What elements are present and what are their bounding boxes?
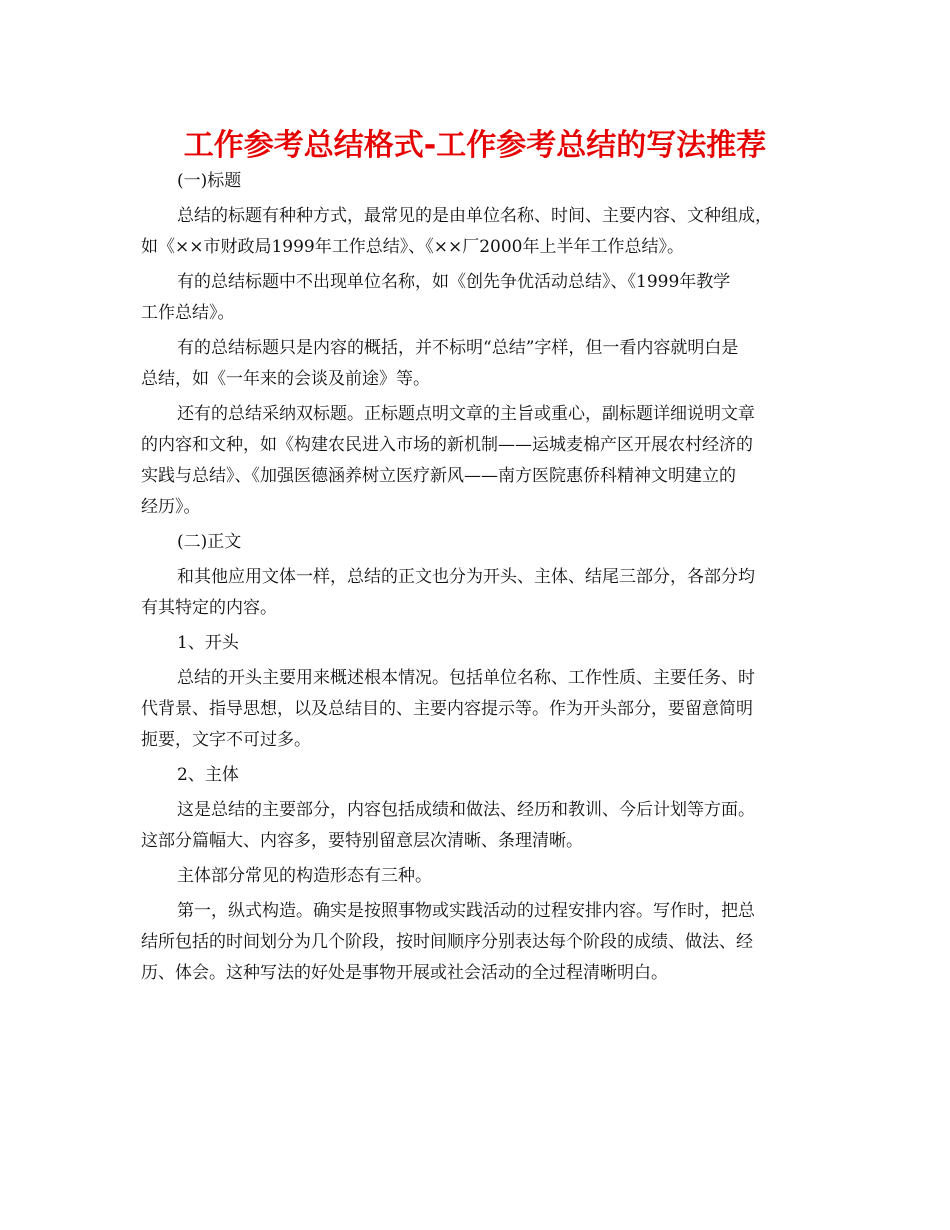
paragraph [141, 399, 813, 523]
paragraph-line: 2、主体 [177, 765, 239, 785]
paragraph [141, 333, 813, 395]
paragraph-line: 的内容和文种，如《构建农民进入市场的新机制——运城麦棉产区开展农村经济的 [141, 435, 753, 455]
paragraph [141, 267, 813, 329]
paragraph [141, 795, 813, 857]
paragraph-line: 这部分篇幅大、内容多，要特别留意层次清晰、条理清晰。 [141, 831, 583, 851]
paragraph-line: 总结的标题有种种方式，最常见的是由单位名称、时间、主要内容、文种组成， [177, 206, 772, 226]
paragraph-line: 工作总结》。 [141, 303, 235, 323]
paragraph-line: 有的总结标题中不出现单位名称，如《创先争优活动总结》、《1999年教学 [177, 272, 731, 292]
paragraph [141, 861, 813, 892]
paragraph-line: 这是总结的主要部分，内容包括成绩和做法、经历和教训、今后计划等方面。 [177, 800, 755, 820]
paragraph [141, 760, 813, 791]
paragraph [141, 166, 813, 197]
paragraph-line: 有其特定的内容。 [141, 598, 277, 618]
paragraph-line: 总结，如《一年来的会谈及前途》等。 [141, 369, 430, 389]
paragraph-line: 和其他应用文体一样，总结的正文也分为开头、主体、结尾三部分，各部分均 [177, 567, 755, 587]
paragraph-line: 实践与总结》、《加强医德涵养树立医疗新风——南方医院惠侨科精神文明建立的 [141, 466, 736, 486]
paragraph-line: 如《××市财政局1999年工作总结》、《××厂2000年上半年工作总结》。 [141, 237, 685, 257]
paragraph [141, 201, 813, 263]
paragraph [141, 527, 813, 558]
document-body [141, 166, 813, 993]
paragraph-line: (一)标题 [177, 171, 242, 191]
paragraph [141, 663, 813, 756]
paragraph-line: 代背景、指导思想，以及总结目的、主要内容提示等。作为开头部分，要留意简明 [141, 699, 753, 719]
paragraph-line: 扼要，文字不可过多。 [141, 730, 311, 750]
paragraph-line: 总结的开头主要用来概述根本情况。包括单位名称、工作性质、主要任务、时 [177, 668, 755, 688]
paragraph-line: 主体部分常见的构造形态有三种。 [177, 866, 432, 886]
paragraph-line: 还有的总结采纳双标题。正标题点明文章的主旨或重心，副标题详细说明文章 [177, 404, 755, 424]
paragraph [141, 628, 813, 659]
paragraph-line: 第一，纵式构造。确实是按照事物或实践活动的过程安排内容。写作时，把总 [177, 901, 755, 921]
paragraph [141, 896, 813, 989]
paragraph-line: 历、体会。这种写法的好处是事物开展或社会活动的全过程清晰明白。 [141, 963, 668, 983]
paragraph-line: 经历》。 [141, 497, 201, 517]
document-title: 工作参考总结格式-工作参考总结的写法推荐 [183, 128, 767, 163]
paragraph-line: 1、开头 [177, 633, 239, 653]
paragraph [141, 562, 813, 624]
paragraph-line: 有的总结标题只是内容的概括，并不标明“总结”字样，但一看内容就明白是 [177, 338, 739, 358]
paragraph-line: 结所包括的时间划分为几个阶段，按时间顺序分别表达每个阶段的成绩、做法、经 [141, 932, 753, 952]
paragraph-line: (二)正文 [177, 532, 242, 552]
